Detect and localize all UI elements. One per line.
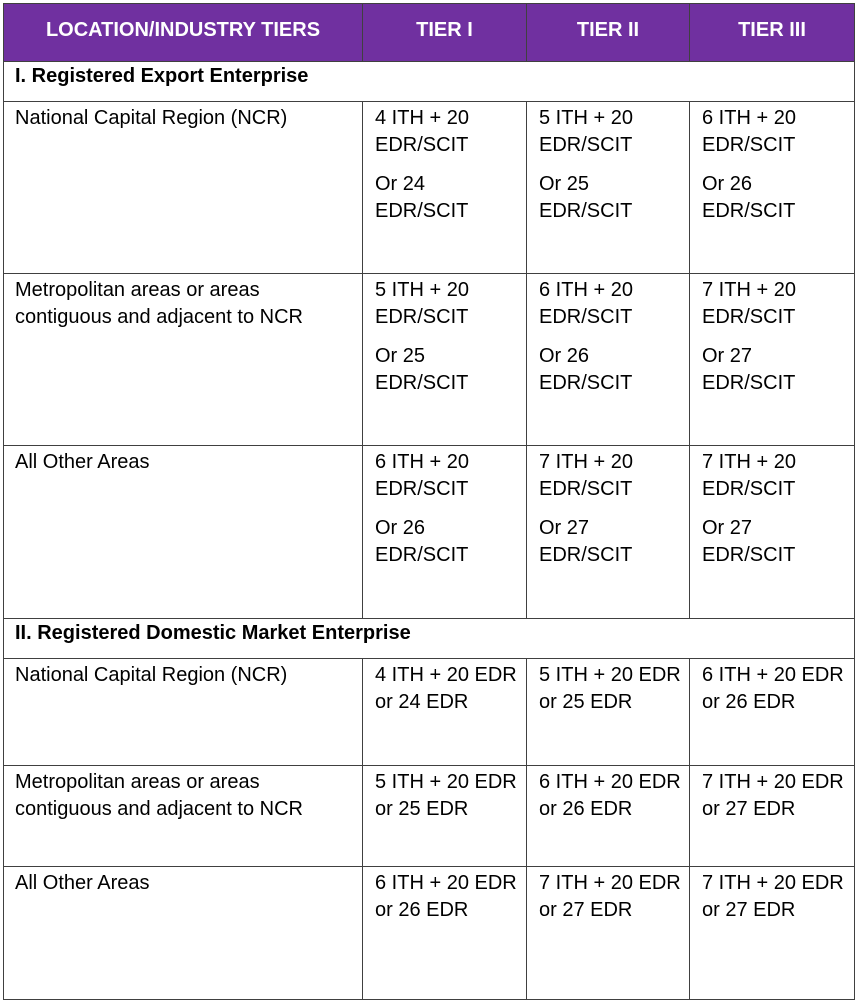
section-title: I. Registered Export Enterprise — [4, 62, 855, 102]
incentive-text: 5 ITH + 20 EDR/SCIT — [375, 279, 469, 328]
tier-1-cell — [363, 446, 527, 619]
incentives-table-container — [3, 3, 854, 1000]
location-cell: Metropolitan areas or areas contiguous and adjacent to NCR — [4, 274, 363, 446]
tier-2-cell — [527, 102, 690, 274]
table-row — [4, 102, 855, 274]
header-tier-2: TIER II — [527, 4, 690, 62]
tier-3-cell — [690, 102, 855, 274]
incentive-alt-text: Or 27 EDR/SCIT — [702, 517, 796, 566]
header-location: LOCATION/INDUSTRY TIERS — [4, 4, 363, 62]
location-cell: All Other Areas — [4, 446, 363, 619]
incentive-text: 6 ITH + 20 EDR/SCIT — [702, 107, 796, 156]
incentive-text: 7 ITH + 20 EDR/SCIT — [702, 451, 796, 500]
section-title: II. Registered Domestic Market Enterprise — [4, 619, 855, 659]
incentive-text: 6 ITH + 20 EDR/SCIT — [539, 279, 633, 328]
tier-3-cell — [690, 446, 855, 619]
tier-2-cell — [527, 766, 690, 867]
table-row — [4, 659, 855, 766]
incentive-alt-text: Or 27 EDR/SCIT — [702, 345, 796, 394]
location-cell: All Other Areas — [4, 867, 363, 1000]
tier-2-cell — [527, 867, 690, 1000]
tier-3-cell — [690, 867, 855, 1000]
tier-3-cell — [690, 274, 855, 446]
tier-1-cell — [363, 766, 527, 867]
table-row — [4, 867, 855, 1000]
incentive-alt-text: Or 25 EDR/SCIT — [539, 173, 633, 222]
incentive-alt-text: Or 24 EDR/SCIT — [375, 173, 469, 222]
incentive-text: 6 ITH + 20 EDR or 26 EDR — [539, 771, 681, 820]
header-row — [4, 4, 855, 62]
incentive-alt-text: Or 26 EDR/SCIT — [702, 173, 796, 222]
header-tier-3: TIER III — [690, 4, 855, 62]
tier-3-cell — [690, 766, 855, 867]
incentive-text: 7 ITH + 20 EDR/SCIT — [539, 451, 633, 500]
incentive-text: 4 ITH + 20 EDR or 24 EDR — [375, 664, 517, 713]
location-cell: National Capital Region (NCR) — [4, 102, 363, 274]
location-cell: Metropolitan areas or areas contiguous and adjacent to NCR — [4, 766, 363, 867]
tier-2-cell — [527, 659, 690, 766]
tier-1-cell — [363, 659, 527, 766]
header-tier-1: TIER I — [363, 4, 527, 62]
incentive-text: 7 ITH + 20 EDR or 27 EDR — [702, 872, 844, 921]
incentive-text: 6 ITH + 20 EDR or 26 EDR — [375, 872, 517, 921]
tier-3-cell — [690, 659, 855, 766]
incentive-text: 6 ITH + 20 EDR/SCIT — [375, 451, 469, 500]
table-body — [4, 62, 855, 1000]
incentive-text: 4 ITH + 20 EDR/SCIT — [375, 107, 469, 156]
table-header — [4, 4, 855, 62]
incentive-text: 7 ITH + 20 EDR or 27 EDR — [539, 872, 681, 921]
tier-1-cell — [363, 274, 527, 446]
incentive-text: 5 ITH + 20 EDR or 25 EDR — [375, 771, 517, 820]
incentives-table — [3, 3, 855, 1000]
table-row — [4, 766, 855, 867]
incentive-alt-text: Or 26 EDR/SCIT — [539, 345, 633, 394]
table-row — [4, 274, 855, 446]
incentive-text: 6 ITH + 20 EDR or 26 EDR — [702, 664, 844, 713]
tier-1-cell — [363, 102, 527, 274]
location-cell: National Capital Region (NCR) — [4, 659, 363, 766]
incentive-text: 5 ITH + 20 EDR or 25 EDR — [539, 664, 681, 713]
tier-1-cell — [363, 867, 527, 1000]
tier-2-cell — [527, 446, 690, 619]
table-row — [4, 446, 855, 619]
incentive-text: 7 ITH + 20 EDR or 27 EDR — [702, 771, 844, 820]
incentive-text: 5 ITH + 20 EDR/SCIT — [539, 107, 633, 156]
tier-2-cell — [527, 274, 690, 446]
section-row-export — [4, 62, 855, 102]
incentive-alt-text: Or 25 EDR/SCIT — [375, 345, 469, 394]
incentive-alt-text: Or 26 EDR/SCIT — [375, 517, 469, 566]
incentive-text: 7 ITH + 20 EDR/SCIT — [702, 279, 796, 328]
incentive-alt-text: Or 27 EDR/SCIT — [539, 517, 633, 566]
section-row-domestic — [4, 619, 855, 659]
